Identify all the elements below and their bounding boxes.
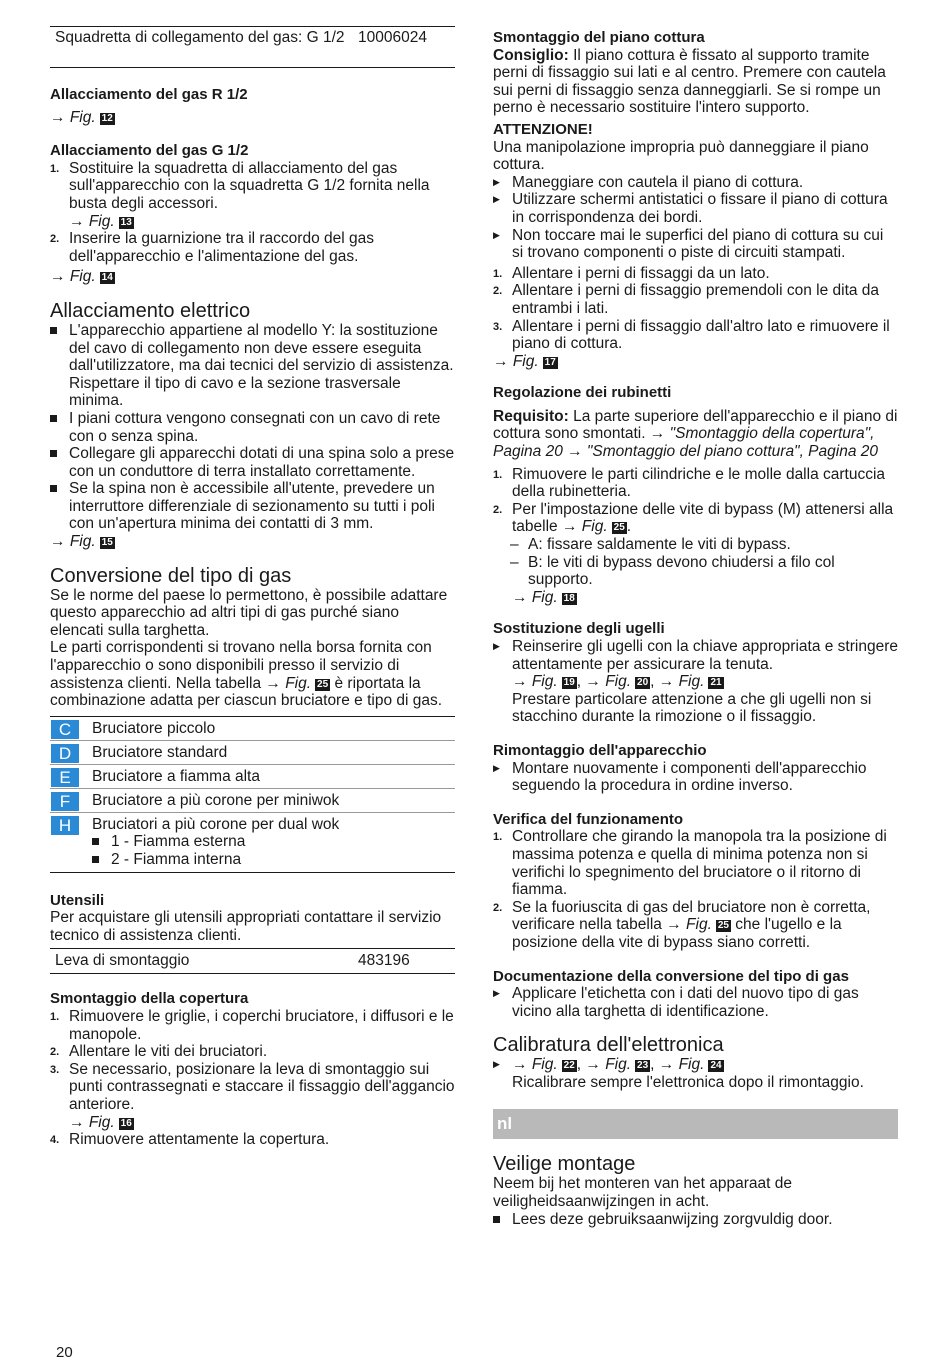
list-item bbox=[493, 985, 898, 1020]
step-number: 1. bbox=[493, 831, 503, 844]
burner-code: E bbox=[51, 768, 79, 787]
item-text: I piani cottura vengono consegnati con un cavo di rete con o senza spina. bbox=[69, 409, 441, 445]
step-text: Sostituire la squadretta di allacciamento del gas sull'apparecchio con la squadretta G 1/2 fornita nella busta degli accessori. bbox=[69, 159, 430, 212]
fig-badge: 17 bbox=[544, 356, 556, 368]
list-item: ▶ Reinserire gli ugelli con la chiave appropriata e stringere attentamente per assicurare la tenuta. → Fig. 19 , → Fig. 20 , → Fig. 21 Prestare particolare attenzione a che gli ugelli non si stacchino durante la rimozione o il fissaggio. bbox=[493, 638, 898, 726]
list-item bbox=[493, 227, 898, 262]
heading-rubinetti: Regolazione dei rubinetti bbox=[493, 384, 672, 402]
piano-steps bbox=[493, 265, 898, 353]
list-item bbox=[50, 1008, 455, 1043]
bullet-square-icon bbox=[50, 450, 57, 457]
bullet-square-icon bbox=[92, 856, 99, 863]
fig-badge: 13 bbox=[120, 216, 132, 228]
bullet-triangle-icon: ▶ bbox=[493, 641, 500, 651]
list-item bbox=[493, 282, 898, 317]
req-text: La parte superiore dell'apparecchio e il piano di cottura sono smontati. → bbox=[493, 407, 898, 443]
burner-row bbox=[50, 741, 455, 765]
list-item bbox=[493, 1211, 898, 1229]
heading-r12: Allacciamento del gas R 1/2 bbox=[50, 86, 248, 103]
burner-label: Bruciatore a più corone per miniwok bbox=[92, 791, 340, 809]
bullet-square-icon bbox=[50, 485, 57, 492]
fig-badge: 15 bbox=[101, 537, 113, 549]
language-bar bbox=[493, 1109, 898, 1139]
burner-label: Bruciatore piccolo bbox=[92, 719, 216, 737]
fig-label: Fig. bbox=[581, 518, 608, 536]
list-item bbox=[92, 851, 455, 869]
fig-badge: 12 bbox=[101, 112, 113, 124]
warning-text: Una manipolazione impropria può danneggiare il piano cottura. bbox=[493, 138, 869, 174]
list-item bbox=[493, 466, 898, 501]
fig-label: Fig. bbox=[285, 674, 312, 692]
fig-badge: 20 bbox=[637, 677, 649, 689]
list-item bbox=[493, 760, 898, 795]
burner-row bbox=[50, 717, 455, 741]
piano-tip bbox=[493, 47, 898, 117]
heading-veilige: Veilige montage bbox=[493, 1153, 636, 1176]
item-text: L'apparecchio appartiene al modello Y: la sostituzione del cavo di collegamento non deve essere eseguita dall'utilizzatore, ma dai tecnici del servizio di assistenza. Rispettare il tipo di cavo e la sezione trasversale minima. bbox=[69, 321, 454, 410]
fig-ref-18: → Fig. 18 bbox=[512, 588, 575, 606]
list-item bbox=[50, 1043, 455, 1061]
fig-label: Fig. bbox=[686, 916, 712, 934]
fig-label: Fig. bbox=[531, 673, 558, 691]
step-number: 3. bbox=[50, 1063, 60, 1076]
list-item bbox=[92, 833, 455, 851]
list-item bbox=[493, 191, 898, 226]
fig-label: Fig. bbox=[69, 268, 96, 286]
list-item bbox=[493, 536, 898, 554]
item-text: B: le viti di bypass devono chiudersi a filo col supporto. bbox=[528, 553, 835, 589]
cross-ref-link[interactable]: "Smontaggio della copertura", Pagina 20 → "Smontaggio del piano cottura", Pagina 20 bbox=[493, 425, 878, 461]
step-number: 2. bbox=[493, 285, 503, 298]
item-note: Prestare particolare attenzione a che gli ugelli non si stacchino durante la rimozione o il fissaggio. bbox=[512, 690, 872, 726]
step-text: Inserire la guarnizione tra il raccordo del gas dell'apparecchio e l'alimentazione del gas. bbox=[69, 230, 374, 265]
item-note: Ricalibrare sempre l'elettronica dopo il rimontaggio. bbox=[512, 1073, 864, 1091]
fig-badge: 21 bbox=[710, 677, 722, 689]
gas-connector-table bbox=[50, 26, 455, 68]
item-text: Montare nuovamente i componenti dell'apparecchio seguendo la procedura in ordine inverso. bbox=[512, 759, 867, 795]
fig-label: Fig. bbox=[69, 108, 96, 126]
fig-ref-14: → Fig. 14 bbox=[50, 268, 113, 286]
fig-label: Fig. bbox=[512, 352, 539, 370]
item-text: 2 - Fiamma interna bbox=[111, 851, 242, 868]
item-text: Applicare l'etichetta con i dati del nuovo tipo di gas vicino alla targhetta di identificazione. bbox=[512, 985, 859, 1020]
item-text: Reinserire gli ugelli con la chiave appropriata e stringere attentamente per assicurare la tenuta. bbox=[512, 638, 898, 673]
burner-sublist bbox=[92, 833, 455, 868]
elettrico-list bbox=[50, 322, 455, 533]
g12-steps bbox=[50, 160, 455, 266]
step-text: Controllare che girando la manopola tra la posizione di massima potenza e quella di minima potenza non si verifichi lo spegnimento del bruciatore o il ritorno di fiamma. bbox=[512, 828, 887, 899]
list-item: 3. Se necessario, posizionare la leva di smontaggio sui punti contrassegnati e staccare il fissaggio dell'aggancio anteriore. → Fig. 16 bbox=[50, 1060, 455, 1131]
burner-code: C bbox=[51, 720, 79, 739]
page-number: 20 bbox=[56, 1344, 73, 1361]
bullet-triangle-icon: ▶ bbox=[493, 988, 500, 999]
fig-label: Fig. bbox=[678, 673, 705, 691]
bullet-triangle-icon: ▶ bbox=[493, 762, 500, 773]
bullet-triangle-icon: ▶ bbox=[493, 194, 500, 205]
burner-row bbox=[50, 789, 455, 813]
bullet-square-icon bbox=[50, 327, 57, 334]
burner-label: Bruciatore a fiamma alta bbox=[92, 767, 260, 785]
heading-elettrico: Allacciamento elettrico bbox=[50, 299, 251, 322]
left-column bbox=[50, 26, 455, 1149]
step-text: Rimuovere attentamente la copertura. bbox=[69, 1131, 330, 1149]
fig-badge: 25 bbox=[613, 522, 625, 534]
list-item bbox=[50, 322, 455, 410]
fig-label: Fig. bbox=[88, 212, 115, 230]
burner-table bbox=[50, 716, 455, 873]
heading-conversione: Conversione del tipo di gas bbox=[50, 564, 292, 587]
tool-value: 483196 bbox=[358, 952, 410, 970]
conversione-p1: Se le norme del paese lo permettono, è possibile adattare questo apparecchio ad altri tipi di gas purché siano elencati sulla targhetta. bbox=[50, 586, 448, 639]
fig-badge: 25 bbox=[717, 920, 729, 932]
gas-connector-value: 10006024 bbox=[358, 29, 427, 46]
step-number: 2. bbox=[50, 233, 60, 246]
step-number: 2. bbox=[493, 503, 503, 516]
step-number: 2. bbox=[50, 1046, 60, 1059]
rubinetti-steps bbox=[493, 466, 898, 536]
step-text: che l'ugello e la posizione della vite di bypass siano corretti. bbox=[512, 916, 842, 951]
fig-badge: 22 bbox=[563, 1060, 575, 1072]
heading-rimontaggio: Rimontaggio dell'apparecchio bbox=[493, 741, 707, 759]
burner-row bbox=[50, 813, 455, 873]
step-text: Allentare le viti dei bruciatori. bbox=[69, 1043, 268, 1061]
fig-badge: 25 bbox=[317, 678, 329, 690]
fig-badge: 18 bbox=[563, 592, 575, 604]
heading-verifica: Verifica del funzionamento bbox=[493, 810, 684, 828]
calibratura-list bbox=[493, 1056, 898, 1091]
tool-table bbox=[50, 948, 455, 974]
item-text: Se la spina non è accessibile all'utente, prevedere un interruttore differenziale di sezionamento su tutti i poli con un'apertura minima dei contatti di 3 mm. bbox=[69, 480, 435, 533]
dash-marker: – bbox=[510, 553, 519, 571]
bullet-triangle-icon: ▶ bbox=[493, 176, 500, 187]
step-number: 1. bbox=[493, 267, 503, 280]
heading-documentazione: Documentazione della conversione del tipo di gas bbox=[493, 967, 849, 985]
bullet-square-icon bbox=[92, 838, 99, 845]
fig-badge: 24 bbox=[710, 1060, 722, 1072]
fig-label: Fig. bbox=[69, 533, 96, 551]
tip-text: Il piano cottura è fissato al supporto tramite perni di fissaggio sui lati e al centro. Premere con cautela sui perni di fissaggio senza danneggiarli. Se si rompe un perno è necessario sostituire l'intero supporto. bbox=[493, 46, 886, 117]
list-item bbox=[50, 480, 455, 533]
step-number: 3. bbox=[493, 320, 503, 333]
step-number: 2. bbox=[493, 901, 503, 914]
heading-utensili: Utensili bbox=[50, 891, 105, 909]
step-text: Per l'impostazione delle vite di bypass (M) attenersi alla tabelle → bbox=[512, 500, 894, 536]
ugelli-list bbox=[493, 638, 898, 726]
rubinetti-dash-list bbox=[493, 536, 898, 589]
veilige-text: Neem bij het monteren van het apparaat de veiligheidsaanwijzingen in acht. bbox=[493, 1175, 792, 1211]
heading-piano: Smontaggio del piano cottura bbox=[493, 29, 705, 46]
item-text: Utilizzare schermi antistatici o fissare il piano di cottura in corrispondenza dei bordi. bbox=[512, 191, 888, 226]
rubinetti-req bbox=[493, 408, 898, 461]
veilige-list bbox=[493, 1211, 898, 1229]
item-text: 1 - Fiamma esterna bbox=[111, 833, 246, 851]
step-text: Rimuovere le griglie, i coperchi bruciatore, i diffusori e le manopole. bbox=[69, 1007, 454, 1043]
item-text: Non toccare mai le superfici del piano di cottura su cui si trovano componenti o piste di circuiti stampati. bbox=[512, 226, 884, 262]
list-item: 1. Sostituire la squadretta di allacciamento del gas sull'apparecchio con la squadretta G 1/2 fornita nella busta degli accessori. → Fig. 13 bbox=[50, 159, 430, 230]
fig-badge: 14 bbox=[101, 272, 113, 284]
language-code: nl bbox=[497, 1114, 513, 1134]
fig-label: Fig. bbox=[88, 1113, 115, 1131]
burner-code: D bbox=[51, 744, 79, 763]
fig-badge: 16 bbox=[120, 1117, 132, 1129]
verifica-steps bbox=[493, 828, 898, 951]
fig-label: Fig. bbox=[605, 673, 632, 691]
text-part: Le parti corrispondenti si trovano nella borsa fornita con l'apparecchio o sono disponibili presso il servizio di assistenza clienti. Nella tabella → bbox=[50, 639, 432, 692]
burner-row bbox=[50, 765, 455, 789]
documentazione-list bbox=[493, 985, 898, 1020]
fig-ref-17: → Fig. 17 bbox=[493, 352, 556, 370]
heading-copertura: Smontaggio della copertura bbox=[50, 990, 249, 1008]
utensili-text: Per acquistare gli utensili appropriati contattare il servizio tecnico di assistenza clienti. bbox=[50, 909, 442, 944]
fig-ref-12: → Fig. 12 bbox=[50, 108, 113, 126]
list-item bbox=[493, 174, 898, 192]
tool-label: Leva di smontaggio bbox=[55, 952, 190, 970]
list-item bbox=[493, 828, 898, 898]
rimontaggio-list bbox=[493, 760, 898, 795]
step-text: Se la fuoriuscita di gas del bruciatore non è corretta, verificare nella tabella → bbox=[512, 898, 871, 934]
list-item bbox=[50, 410, 455, 445]
right-column bbox=[493, 26, 898, 1228]
fig-label: Fig. bbox=[531, 1056, 558, 1074]
step-text: Se necessario, posizionare la leva di smontaggio sui punti contrassegnati e staccare il fissaggio dell'aggancio anteriore. bbox=[69, 1060, 455, 1113]
item-text: Maneggiare con cautela il piano di cottura. bbox=[512, 173, 804, 191]
heading-ugelli: Sostituzione degli ugelli bbox=[493, 620, 665, 638]
list-item bbox=[493, 265, 898, 283]
step-text: Allentare i perni di fissaggio premendoli con le dita da entrambi i lati. bbox=[512, 282, 880, 317]
list-item bbox=[493, 899, 898, 952]
list-item bbox=[493, 318, 898, 353]
list-item: 2. Per l'impostazione delle vite di bypass (M) attenersi alla tabelle → Fig. 25 . bbox=[493, 500, 894, 536]
burner-label: Bruciatore standard bbox=[92, 743, 228, 761]
list-item bbox=[50, 445, 455, 480]
bullet-triangle-icon: ▶ bbox=[493, 229, 500, 240]
burner-label: Bruciatori a più corone per dual wok bbox=[92, 815, 340, 833]
list-item: ▶ → Fig. 22 , → Fig. 23 , → Fig. 24 Ricalibrare sempre l'elettronica dopo il rimontaggio. bbox=[493, 1056, 864, 1091]
list-item bbox=[50, 230, 455, 265]
step-number: 1. bbox=[50, 162, 60, 175]
heading-calibratura: Calibratura dell'elettronica bbox=[493, 1034, 724, 1057]
warning-list bbox=[493, 174, 898, 262]
dash-marker: – bbox=[510, 536, 519, 554]
fig-badge: 23 bbox=[637, 1060, 649, 1072]
copertura-steps bbox=[50, 1008, 455, 1149]
step-number: 4. bbox=[50, 1134, 60, 1147]
burner-code: F bbox=[51, 792, 79, 811]
warning-title: ATTENZIONE! bbox=[493, 120, 593, 138]
tip-label: Consiglio: bbox=[493, 46, 569, 64]
list-item bbox=[50, 1131, 455, 1149]
list-item bbox=[493, 554, 898, 589]
step-text: Allentare i perni di fissaggio dall'altro lato e rimuovere il piano di cottura. bbox=[512, 317, 890, 353]
bullet-square-icon bbox=[50, 415, 57, 422]
fig-label: Fig. bbox=[678, 1056, 705, 1074]
gas-connector-label: Squadretta di collegamento del gas: G 1/2 bbox=[55, 29, 345, 46]
fig-ref-15: → Fig. 15 bbox=[50, 533, 113, 551]
step-number: 1. bbox=[50, 1010, 60, 1023]
item-text: Collegare gli apparecchi dotati di una spina solo a prese con un conduttore di terra installato correttamente. bbox=[69, 445, 455, 480]
step-text: Rimuovere le parti cilindriche e le molle dalla cartuccia della rubinetteria. bbox=[512, 465, 886, 501]
bullet-square-icon bbox=[493, 1216, 500, 1223]
fig-label: Fig. bbox=[531, 588, 558, 606]
item-text: A: fissare saldamente le viti di bypass. bbox=[528, 536, 791, 554]
req-label: Requisito: bbox=[493, 407, 569, 425]
fig-badge: 19 bbox=[563, 677, 575, 689]
bullet-triangle-icon: ▶ bbox=[493, 1059, 500, 1070]
fig-label: Fig. bbox=[605, 1056, 632, 1074]
step-text: Allentare i perni di fissaggi da un lato. bbox=[512, 264, 770, 282]
conversione-p2 bbox=[50, 639, 455, 709]
text-part: è riportata la combinazione adatta per ciascun bruciatore e tipo di gas. bbox=[50, 674, 443, 710]
step-number: 1. bbox=[493, 468, 503, 481]
burner-code: H bbox=[51, 816, 79, 835]
heading-g12: Allacciamento del gas G 1/2 bbox=[50, 142, 249, 160]
item-text: Lees deze gebruiksaanwijzing zorgvuldig door. bbox=[512, 1210, 833, 1228]
